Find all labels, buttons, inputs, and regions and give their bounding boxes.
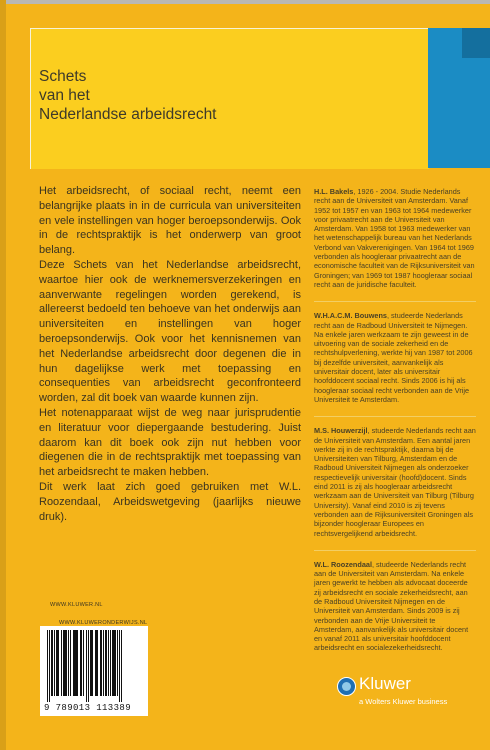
- publisher-name: Kluwer: [359, 674, 411, 693]
- title-line-2: van het: [39, 87, 90, 104]
- author-bio-text: , 1926 - 2004. Studie Nederlands recht aan de Universiteit van Amsterdam. Vanaf 1952 tot 1957 en van 1963 tot 1964 medewerker voor privaatrecht aan de Universiteit van Amsterdam. Van 1958 tot 1963 medewerker van het wetenschappelijk bureau van het Nederlands Verbond van Vakverenigingen. Van 1964 tot 1969 verbonden als hoogleraar privaatrecht aan de economische faculteit van de Rijksuniversiteit van Groningen; van 1969 tot 1987 hoogleraar sociaal recht aan de juridische faculteit.: [314, 187, 475, 289]
- blurb-paragraph: Dit werk laat zich goed gebruiken met W.L. Roozendaal, Arbeidswetgeving (jaarlijks nieuwe druk).: [39, 480, 301, 523]
- blurb-paragraph: Het notenapparaat wijst de weg naar jurisprudentie en literatuur voor diepergaande bestudering. Juist daarom kan dit boek ook zijn nut hebben voor diegenen die in de rechtspraktijk met toepassing van het arbeidsrecht te maken hebben.: [39, 406, 301, 479]
- publisher-logo: [337, 674, 487, 714]
- author-name: W.H.A.C.M. Bouwens: [314, 311, 387, 321]
- author-bio-text: , studeerde Nederlands recht aan de Universiteit van Amsterdam. Een aantal jaren werkte zij in de rechtspraktijk, daarna bij de Universiteiten van Tilburg, Amsterdam en de Radboud Universiteit Nijmegen als onderzoeker respectievelijk universitair (hoofd)docent. Sinds eind 2011 is zij als hoogleraar arbeidsrecht werkzaam aan de Universiteit van Tilburg (Tilburg University). Vanaf eind 2010 is zij tevens verbonden aan de Rijksuniversiteit Groningen als bijzonder hoogleraar Europees en rechtsvergelijkend arbeidsrecht.: [314, 426, 476, 538]
- publisher-tagline: a Wolters Kluwer business: [359, 697, 448, 706]
- divider: [314, 301, 476, 302]
- barcode-bars: [46, 630, 142, 702]
- author-bio: [314, 560, 476, 653]
- author-bios: [314, 187, 476, 665]
- author-bio: [314, 426, 476, 538]
- accent-corner: [462, 28, 490, 58]
- title-line-3: Nederlandse arbeidsrecht: [39, 106, 217, 123]
- isbn-digits: 9 789013 113389: [44, 703, 132, 713]
- author-bio: [314, 187, 476, 289]
- top-strip: [0, 0, 490, 4]
- title-line-1: Schets: [39, 68, 87, 85]
- divider: [314, 550, 476, 551]
- blurb-paragraph: Het arbeidsrecht, of sociaal recht, neemt een belangrijke plaats in in de curricula van universiteiten en vele instellingen van hoger beroepsonderwijs. Ook in de rechtspraktijk is het onderwerp van groot belang.: [39, 185, 301, 257]
- kluwer-url[interactable]: WWW.KLUWER.NL: [50, 602, 103, 608]
- author-name: W.L. Roozendaal: [314, 559, 372, 569]
- author-bio: [314, 311, 476, 404]
- author-name: H.L. Bakels: [314, 187, 354, 196]
- divider: [314, 416, 476, 417]
- blurb: [39, 184, 301, 524]
- isbn-barcode: [40, 626, 148, 716]
- author-name: M.S. Houwerzijl: [314, 426, 368, 436]
- blurb-paragraph: Deze Schets van het Nederlandse arbeidsrecht, waartoe hier ook de werknemersverzekeringen en aanverwante regelingen worden gerekend, is allereerst bedoeld ten behoeve van het onderwijs aan universiteiten en instellingen van hoger beroepsonderwijs. Ook voor het kennisnemen van het Nederlandse arbeidsrecht door degenen die in hun dagelijkse werk met toepassing en consequenties van arbeidsrecht geconfronteerd worden, zal dit boek van waarde kunnen zijn.: [39, 258, 301, 405]
- kluwer-logo-icon: [337, 677, 356, 696]
- author-bio-text: , studeerde Nederlands recht aan de Radboud Universiteit te Nijmegen. Na enkele jaren werkzaam te zijn geweest in de uitvoering van de sociale zekerheid en de rechtshulpverlening, werkte hij van 1987 tot 2006 bij dezelfde universiteit, aanvankelijk als universitair docent, later als universitair hoofddocent sociaal recht. Sinds 2006 is hij als hoogleraar sociaal recht verbonden aan de Vrije Universiteit te Amsterdam.: [314, 311, 473, 404]
- spine-edge: [0, 0, 6, 750]
- accent-block: [428, 28, 490, 168]
- kluweronderwijs-url[interactable]: WWW.KLUWERONDERWIJS.NL: [59, 620, 148, 626]
- author-bio-text: , studeerde Nederlands recht aan de Universiteit van Amsterdam. Na enkele jaren gewerkt te hebben als advocaat doceerde zij arbeidsrecht en sociale zekerheidsrecht, aan de Radboud Universiteit Nijmegen en de Universiteit van Amsterdam. Sinds 2009 is zij verbonden aan de Vrije Universiteit te Amsterdam, aanvankelijk als universitair docent en vanaf 2011 als universitair hoofddocent arbeidsrecht en socialezekerheidsrecht.: [314, 559, 469, 653]
